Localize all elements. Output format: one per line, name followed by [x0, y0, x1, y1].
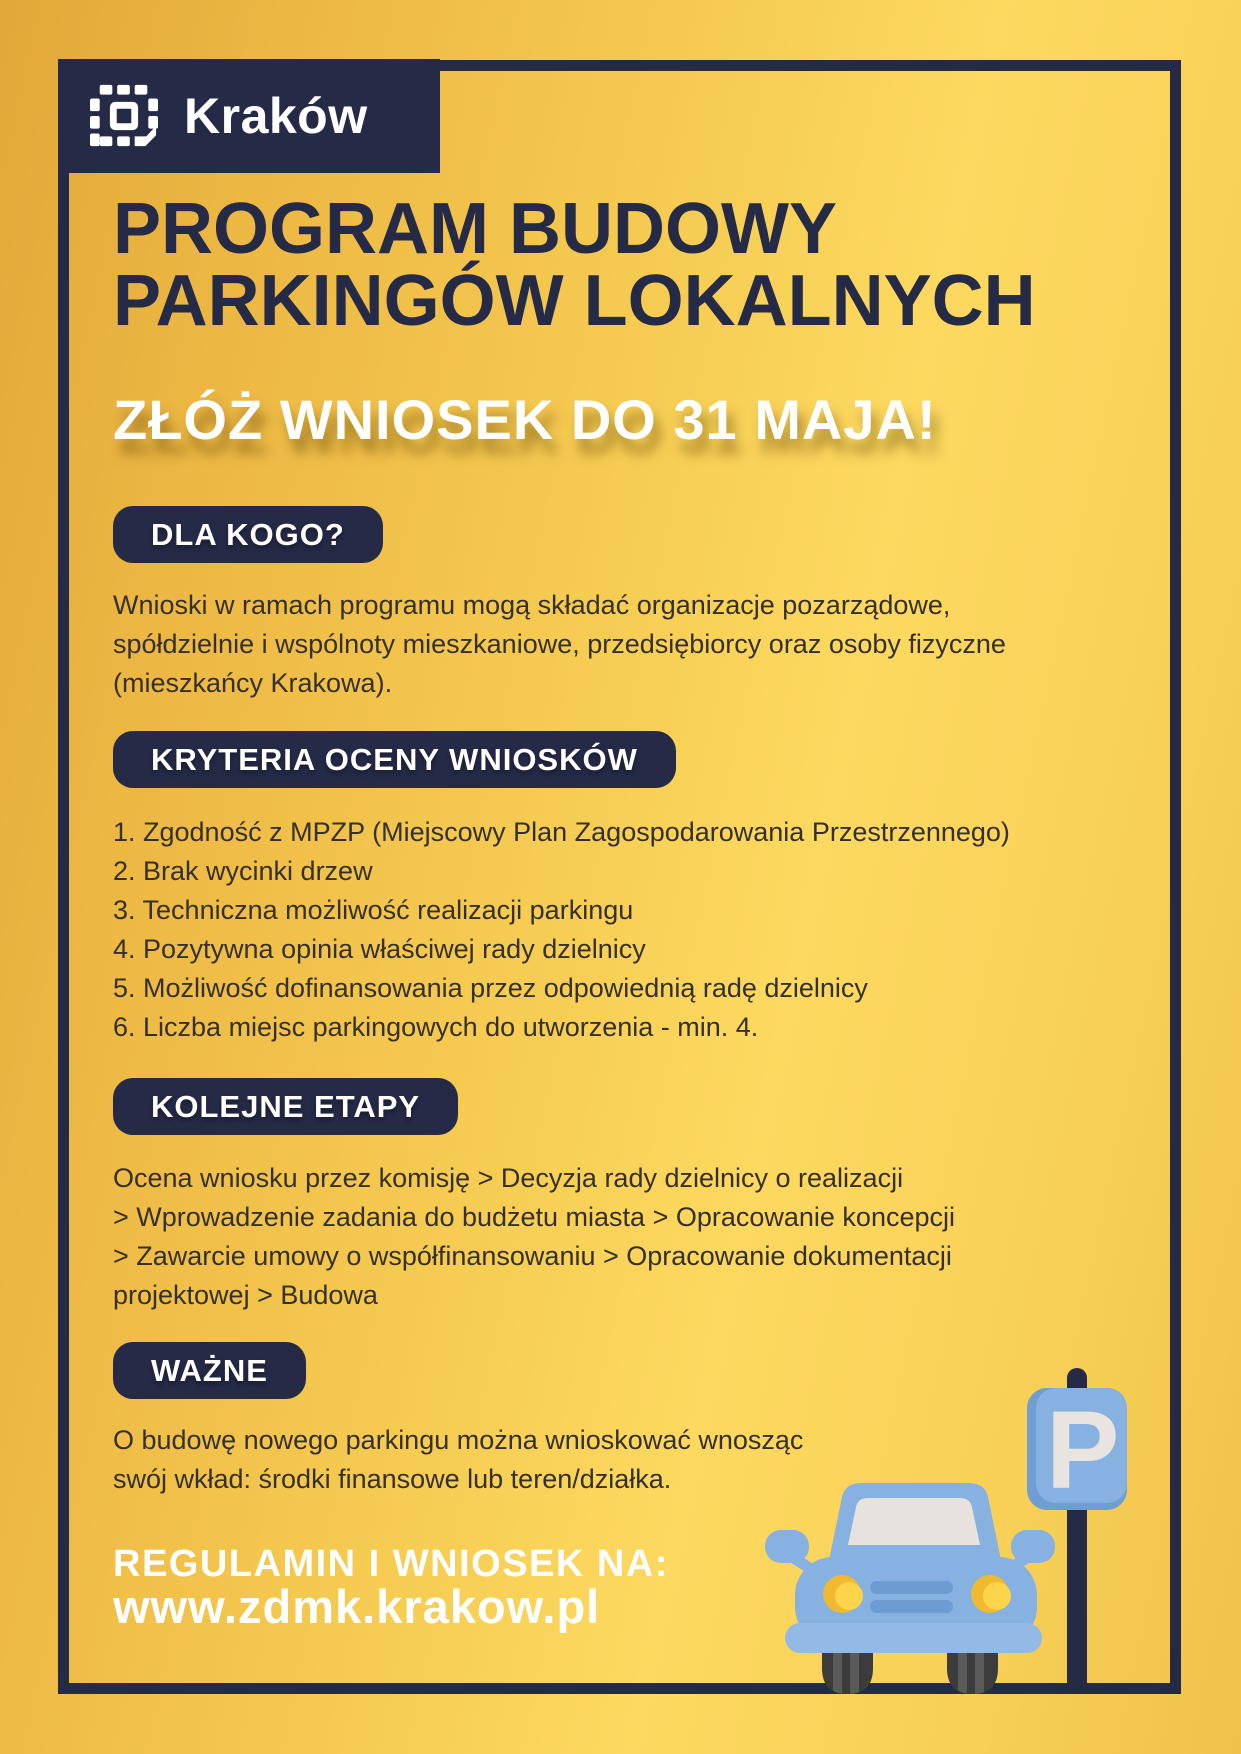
list-item: 2. Brak wycinki drzew	[113, 856, 373, 886]
paragraph-line: swój wkład: środki finansowe lub teren/działka.	[113, 1464, 672, 1494]
parking-sign-letter: P	[1046, 1389, 1120, 1512]
badge-dla-kogo: DLA KOGO?	[113, 506, 383, 563]
list-item: 1. Zgodność z MPZP (Miejscowy Plan Zagospodarowania Przestrzennego)	[113, 817, 1010, 847]
paragraph-line: projektowej > Budowa	[113, 1280, 378, 1310]
footer-url: www.zdmk.krakow.pl	[113, 1580, 601, 1633]
paragraph-line: Ocena wniosku przez komisję > Decyzja rady dzielnicy o realizacji	[113, 1163, 904, 1193]
list-item: 6. Liczba miejsc parkingowych do utworzenia - min. 4.	[113, 1012, 759, 1042]
deadline-subtitle: ZŁÓŻ WNIOSEK DO 31 MAJA!	[113, 388, 937, 451]
criteria-list	[113, 813, 1010, 1047]
page-title	[113, 189, 1036, 341]
list-item: 5. Możliwość dofinansowania przez odpowiednią radę dzielnicy	[113, 973, 868, 1003]
krakow-logo	[58, 59, 440, 173]
list-item: 4. Pozytywna opinia właściwej rady dzielnicy	[113, 934, 646, 964]
badge-kryteria: KRYTERIA OCENY WNIOSKÓW	[113, 731, 676, 788]
paragraph-line: O budowę nowego parkingu można wnioskować wnosząc	[113, 1425, 804, 1455]
logo-city-name: Kraków	[184, 88, 368, 144]
paragraph-dla-kogo	[113, 586, 1006, 703]
car-windshield	[848, 1498, 980, 1545]
car-grille-bar	[870, 1581, 953, 1594]
paragraph-line: > Zawarcie umowy o współfinansowaniu > Opracowanie dokumentacji	[113, 1241, 952, 1271]
title-line-1: PROGRAM BUDOWY	[113, 189, 837, 269]
list-item: 3. Techniczna możliwość realizacji parkingu	[113, 895, 634, 925]
badge-wazne: WAŻNE	[113, 1342, 306, 1399]
krakow-square-icon	[90, 84, 158, 148]
car-wheel-left	[822, 1650, 873, 1694]
title-line-2: PARKINGÓW LOKALNYCH	[113, 261, 1036, 341]
car-grille-bar	[870, 1600, 953, 1613]
car-parking-illustration	[680, 1355, 1140, 1700]
paragraph-line: > Wprowadzenie zadania do budżetu miasta > Opracowanie koncepcji	[113, 1202, 955, 1232]
paragraph-line: Wnioski w ramach programu mogą składać organizacje pozarządowe,	[113, 590, 951, 620]
footer-label: REGULAMIN I WNIOSEK NA:	[113, 1543, 669, 1585]
car-bumper	[785, 1623, 1042, 1653]
paragraph-line: (mieszkańcy Krakowa).	[113, 668, 393, 698]
paragraph-etapy	[113, 1159, 955, 1315]
sign-pole-lower	[1067, 1505, 1087, 1694]
badge-etapy: KOLEJNE ETAPY	[113, 1078, 458, 1135]
paragraph-line: spółdzielnie i wspólnoty mieszkaniowe, przedsiębiorcy oraz osoby fizyczne	[113, 629, 1006, 659]
car-wheel-right	[947, 1650, 998, 1694]
